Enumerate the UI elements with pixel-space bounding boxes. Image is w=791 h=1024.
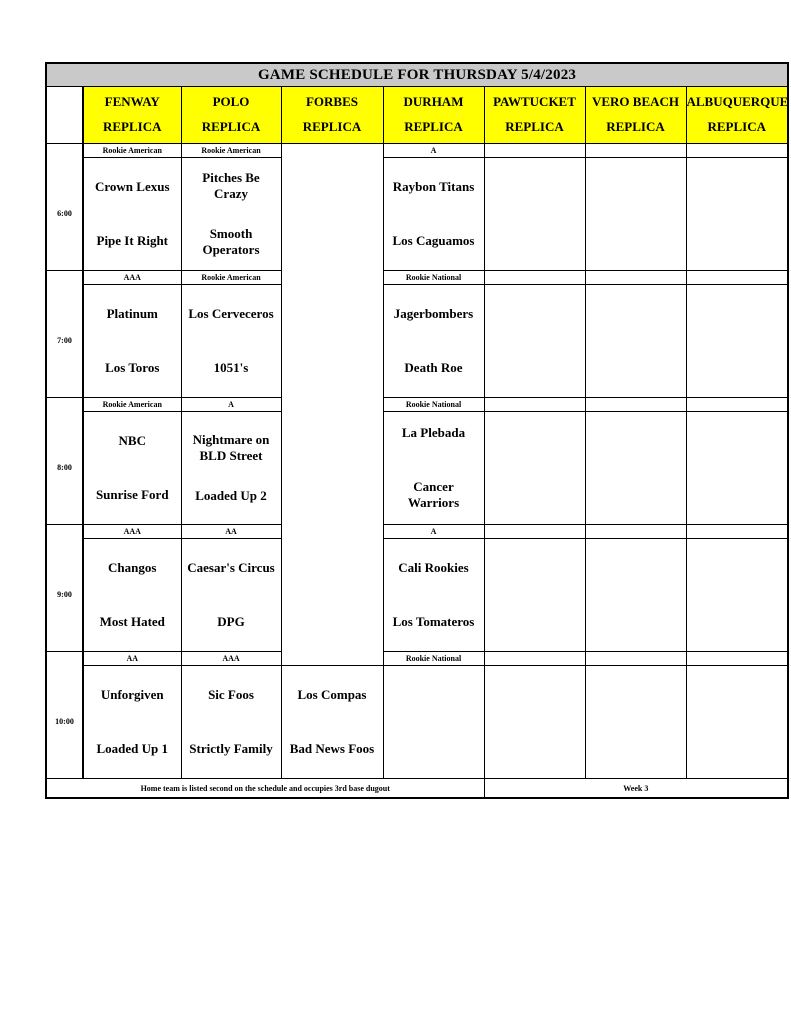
game-cell-polo (181, 158, 281, 271)
home-team: DPG (217, 614, 245, 629)
division-label (585, 144, 686, 158)
game-cell-durham (281, 666, 383, 779)
game-row (46, 158, 788, 271)
field-name-line1: ALBUQUERQUE (686, 94, 789, 110)
away-team: Caesar's Circus (187, 559, 275, 575)
closed-letter: L (328, 380, 336, 390)
game-cell-vero-beach (484, 666, 585, 779)
away-team: Cali Rookies (398, 559, 469, 575)
away-team: Crown Lexus (94, 178, 170, 194)
division-label: Rookie National (383, 271, 484, 285)
closed-letter: S (329, 406, 335, 416)
time-column-header (46, 87, 83, 144)
game-row (46, 285, 788, 398)
game-cell-pawtucket (484, 158, 585, 271)
time-slot-spacer (46, 652, 83, 666)
game-cell-vero-beach (585, 539, 686, 652)
away-team: La Plebada (401, 424, 466, 440)
page-title: GAME SCHEDULE FOR THURSDAY 5/4/2023 (46, 63, 788, 87)
schedule-container (45, 62, 789, 799)
home-team: Smooth Operators (202, 226, 260, 258)
division-label (686, 144, 788, 158)
division-label (585, 398, 686, 412)
home-team: Death Roe (404, 360, 463, 375)
game-cell-fenway (83, 666, 181, 779)
home-team: Bad News Foos (289, 741, 375, 756)
time-slot: 7:00 (46, 285, 83, 398)
division-row (46, 652, 788, 666)
away-team: Platinum (106, 305, 158, 321)
division-label: AA (181, 525, 281, 539)
division-row (46, 398, 788, 412)
game-cell-vero-beach (585, 412, 686, 525)
time-slot-spacer (46, 144, 83, 158)
time-slot-spacer (46, 271, 83, 285)
field-name-line2: REPLICA (102, 119, 162, 134)
game-cell-polo (181, 285, 281, 398)
field-header-fenway (83, 87, 181, 144)
division-label (484, 144, 585, 158)
home-team: Cancer Warriors (407, 478, 460, 511)
field-name-line1: DURHAM (403, 94, 464, 110)
home-team: Sunrise Ford (95, 487, 169, 502)
away-team: Jagerbombers (393, 305, 474, 321)
game-cell-durham (383, 539, 484, 652)
away-team: Sic Foos (208, 686, 254, 702)
division-label (484, 525, 585, 539)
division-label: A (383, 144, 484, 158)
field-name-line1: FENWAY (104, 94, 160, 110)
division-label (585, 271, 686, 285)
game-cell-polo (181, 539, 281, 652)
field-name-line2: REPLICA (404, 119, 463, 134)
division-label: Rookie American (83, 398, 181, 412)
field-name-line2: REPLICA (302, 119, 362, 134)
division-label: AAA (181, 652, 281, 666)
week-label: Week 3 (484, 779, 788, 799)
division-label: Rookie National (383, 652, 484, 666)
home-team: Los Tomateros (392, 614, 475, 629)
field-name-line2: REPLICA (505, 119, 564, 134)
away-team: Changos (108, 559, 157, 575)
game-cell-pawtucket (484, 539, 585, 652)
division-label: Rookie National (383, 398, 484, 412)
field-name-line1: VERO BEACH (591, 94, 680, 110)
game-cell-albuquerque (686, 285, 788, 398)
home-team: Loaded Up 2 (195, 488, 267, 504)
game-row (46, 539, 788, 652)
division-label (686, 525, 788, 539)
field-name-line1: PAWTUCKET (493, 94, 576, 110)
field-name-line2: REPLICA (707, 119, 767, 134)
home-team: Most Hated (99, 614, 165, 629)
away-team: Los Compas (297, 686, 367, 702)
game-row (46, 666, 788, 779)
time-slot: 9:00 (46, 539, 83, 652)
field-header-vero-beach (585, 87, 686, 144)
game-cell-vero-beach (585, 158, 686, 271)
game-cell-pawtucket (383, 666, 484, 779)
division-row (46, 271, 788, 285)
closed-letter: O (328, 393, 336, 403)
home-team: Strictly Family (189, 741, 273, 756)
home-team: Pipe It Right (96, 233, 168, 248)
forbes-closed-banner (281, 144, 383, 666)
field-header-row (46, 87, 788, 144)
footer-note: Home team is listed second on the schedule and occupies 3rd base dugout (46, 779, 484, 799)
division-label (686, 398, 788, 412)
home-team: Loaded Up 1 (96, 741, 169, 756)
game-schedule-table (45, 62, 789, 799)
field-header-forbes (281, 87, 383, 144)
game-row (46, 412, 788, 525)
division-label (585, 652, 686, 666)
game-cell-durham (383, 158, 484, 271)
away-team: Raybon Titans (392, 178, 475, 194)
division-label (686, 652, 788, 666)
away-team: NBC (118, 432, 146, 448)
game-cell-fenway (83, 285, 181, 398)
game-cell-albuquerque (585, 666, 686, 779)
home-team: Los Toros (105, 360, 160, 375)
division-label: AAA (83, 525, 181, 539)
division-label (484, 271, 585, 285)
closed-letter: E (328, 419, 336, 429)
home-team: Los Caguamos (392, 233, 475, 248)
division-label: Rookie American (181, 144, 281, 158)
field-name-line2: REPLICA (606, 119, 665, 134)
time-slot: 8:00 (46, 412, 83, 525)
division-label: AAA (83, 271, 181, 285)
division-label: Rookie American (181, 271, 281, 285)
time-slot-spacer (46, 525, 83, 539)
game-cell-albuquerque (686, 412, 788, 525)
division-row (46, 144, 788, 158)
closed-letter: C (328, 367, 336, 377)
division-label (686, 271, 788, 285)
away-team: Unforgiven (100, 686, 164, 702)
field-name-line2: REPLICA (201, 119, 261, 134)
division-label: Rookie American (83, 144, 181, 158)
game-cell-vero-beach (585, 285, 686, 398)
away-team: Los Cerveceros (188, 305, 274, 321)
home-team: 1051's (213, 360, 249, 375)
game-cell-albuquerque (686, 539, 788, 652)
division-label (484, 652, 585, 666)
schedule-footer-row (46, 779, 788, 799)
division-row (46, 525, 788, 539)
division-label (585, 525, 686, 539)
game-cell-durham (383, 285, 484, 398)
time-slot-spacer (46, 398, 83, 412)
division-label: A (181, 398, 281, 412)
time-slot: 6:00 (46, 158, 83, 271)
game-cell-fenway (83, 412, 181, 525)
time-slot: 10:00 (46, 666, 83, 779)
game-cell-durham (383, 412, 484, 525)
away-team: Pitches Be Crazy (202, 169, 260, 201)
field-header-pawtucket (484, 87, 585, 144)
schedule-title-row (46, 63, 788, 87)
game-cell-fenway (83, 158, 181, 271)
closed-letter: D (328, 432, 336, 442)
field-name-line1: FORBES (305, 94, 358, 110)
field-header-polo (181, 87, 281, 144)
game-cell-pawtucket (484, 285, 585, 398)
division-label (484, 398, 585, 412)
field-header-albuquerque (686, 87, 788, 144)
division-label: A (383, 525, 484, 539)
division-label: AA (83, 652, 181, 666)
game-cell-albuquerque (686, 158, 788, 271)
field-name-line1: POLO (212, 94, 250, 110)
field-header-durham (383, 87, 484, 144)
game-cell-polo (181, 412, 281, 525)
away-team: Nightmare on BLD Street (192, 431, 270, 463)
game-cell-fenway (83, 539, 181, 652)
game-cell-pawtucket (484, 412, 585, 525)
game-cell-polo (181, 666, 281, 779)
